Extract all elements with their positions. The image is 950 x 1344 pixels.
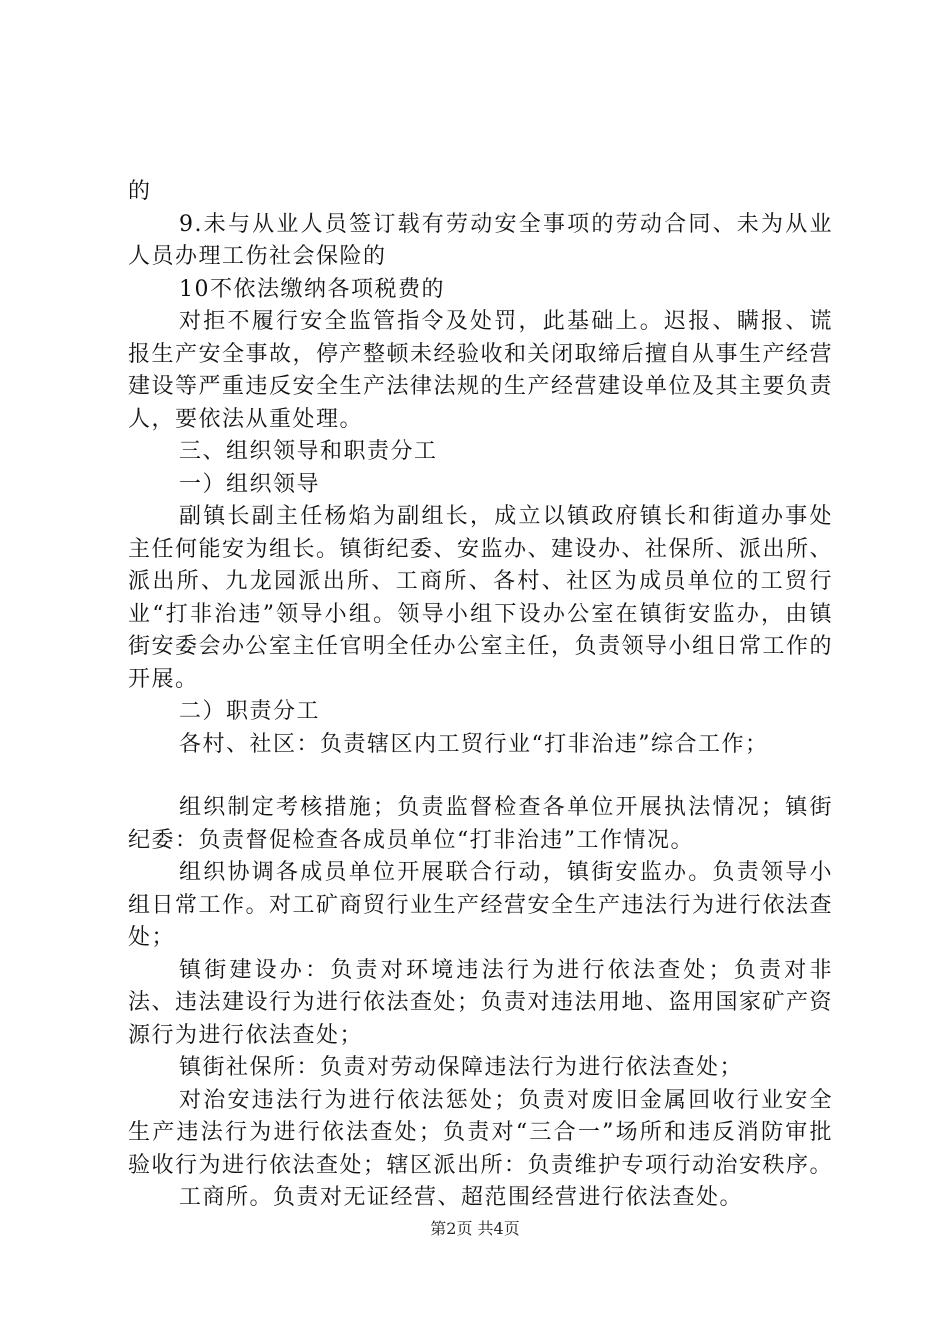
paragraph-item-10: 10不依法缴纳各项税费的 (179, 276, 445, 302)
paragraph-commerce: 工商所。负责对无证经营、超范围经营进行依法查处。 (179, 1185, 744, 1210)
page-number: 第2页 共4页 (430, 1219, 520, 1238)
paragraph-social-security: 镇街社保所：负责对劳动保障违法行为进行依法查处； (179, 1055, 744, 1080)
document-body (128, 176, 833, 1215)
paragraph-item-9: 9.未与从业人员签订载有劳动安全事项的劳动合同、未为从业人员办理工伤社会保险的 (128, 211, 833, 269)
paragraph-construction-office: 镇街建设办：负责对环境违法行为进行依法查处；负责对非法、违法建设行为进行依法查处；负责对违法用地、盗用国家矿产资源行为进行依法查处； (128, 957, 834, 1048)
paragraph-discipline: 组织制定考核措施；负责监督检查各单位开展执法情况；镇街纪委：负责督促检查各成员单位“打非治违”工作情况。 (128, 795, 833, 853)
subheading-responsibilities: 二）职责分工 (179, 699, 321, 724)
paragraph-police: 对治安违法行为进行依法惩处；负责对废旧金属回收行业安全生产违法行为进行依法查处；负责对“三合一”场所和违反消防审批验收行为进行依法查处；辖区派出所：负责维护专项行动治安秩序。 (128, 1087, 834, 1178)
paragraph-leadership-group: 副镇长副主任杨焰为副组长，成立以镇政府镇长和街道办事处主任何能安为组长。镇街纪委、安监办、建设办、社保所、派出所、派出所、九龙园派出所、工商所、各村、社区为成员单位的工贸行业“打非治违”领导小组。领导小组下设办公室在镇街安监办，由镇街安委会办公室主任官明全任办公室主任，负责领导小组日常工作的开展。 (128, 504, 834, 692)
paragraph-continuation: 的 (128, 179, 152, 204)
paragraph-safety-office: 组织协调各成员单位开展联合行动，镇街安监办。负责领导小组日常工作。对工矿商贸行业生产经营安全生产违法行为进行依法查处； (128, 860, 834, 950)
section-heading-3: 三、组织领导和职责分工 (179, 439, 438, 464)
paragraph-penalty: 对拒不履行安全监管指令及处罚，此基础上。迟报、瞒报、谎报生产安全事故，停产整顿未经验收和关闭取缔后擅自从事生产经营建设等严重违反安全生产法律法规的生产经营建设单位及其主要负责人，要依法从重处理。 (128, 309, 834, 432)
paragraph-gap (128, 761, 833, 792)
subheading-organization: 一）组织领导 (179, 471, 321, 497)
paragraph-villages: 各村、社区：负责辖区内工贸行业“打非治违”综合工作； (179, 731, 769, 757)
